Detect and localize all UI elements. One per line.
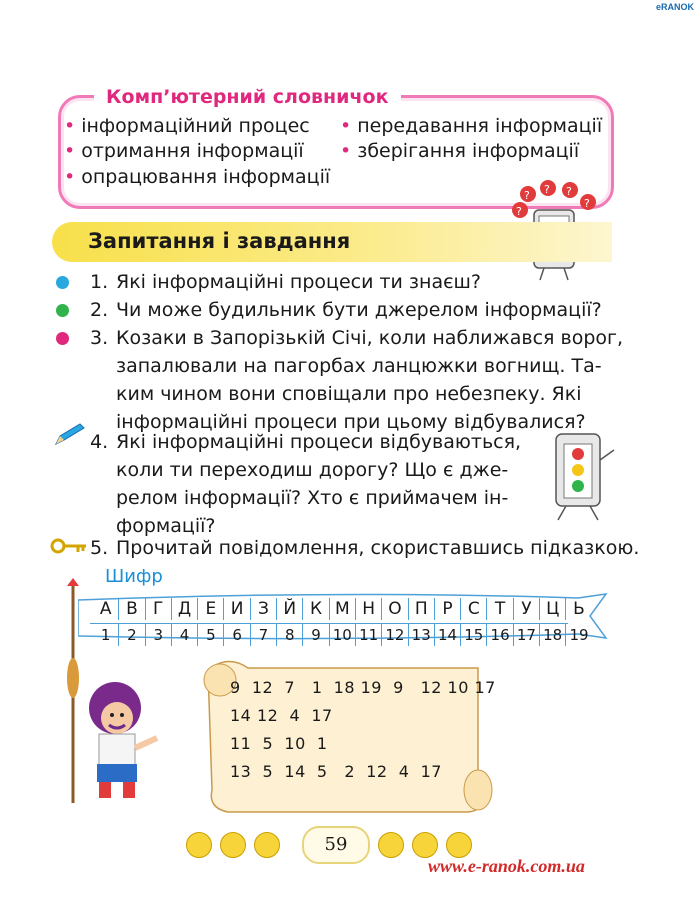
cipher-label: Шифр: [105, 566, 163, 587]
cipher-number: 16: [487, 624, 513, 646]
svg-text:?: ?: [544, 183, 550, 196]
question-text: Чи може будильник бути джерелом інформації?: [116, 299, 602, 321]
cipher-letter: С: [461, 598, 487, 620]
cipher-letter: М: [330, 598, 356, 620]
message-line: 9 12 7 1 18 19 9 12 10 17: [230, 678, 496, 697]
website-link[interactable]: www.e-ranok.com.ua: [428, 856, 585, 876]
cipher-letter: Е: [198, 598, 224, 620]
cipher-number: 18: [540, 624, 566, 646]
cipher-number: 10: [330, 624, 356, 646]
cipher-letter: О: [382, 598, 408, 620]
dictionary-item: • інформаційний процес: [64, 115, 310, 137]
smiley-icon: [220, 832, 246, 858]
cipher-number: 9: [303, 624, 329, 646]
cipher-letter: Ь: [573, 599, 585, 619]
question-text: інформаційні процеси при цьому відбувалися?: [116, 411, 586, 433]
cipher-number: 8: [277, 624, 303, 646]
cipher-letter: Ц: [540, 598, 566, 620]
dictionary-item: • зберігання інформації: [340, 140, 580, 162]
cipher-letter: В: [119, 598, 145, 620]
smiley-icon: [412, 832, 438, 858]
cipher-number: 7: [251, 624, 277, 646]
question-text: коли ти переходиш дорогу? Що є дже-: [116, 459, 509, 481]
cipher-letter: К: [303, 598, 329, 620]
blue-dot-icon: [56, 276, 69, 289]
green-dot-icon: [56, 304, 69, 317]
cipher-number: 2: [119, 624, 145, 646]
cipher-number: 19: [569, 626, 589, 644]
question-text: Прочитай повідомлення, скориставшись підказкою.: [116, 537, 640, 559]
cossack-character-illustration: [55, 578, 175, 808]
cipher-number: 1: [93, 624, 119, 646]
cipher-number: 5: [198, 624, 224, 646]
section-title: Запитання і завдання: [88, 229, 351, 253]
cipher-letter: П: [409, 598, 435, 620]
cipher-letter: Г: [146, 598, 172, 620]
cipher-letter: Т: [487, 598, 513, 620]
question-number: 4.: [90, 431, 109, 453]
question-text: ким чином вони сповіщали про небезпеку. Які: [116, 383, 582, 405]
question-text: Козаки в Запорізькій Січі, коли наближався ворог,: [116, 327, 624, 349]
smiley-icon: [378, 832, 404, 858]
question-text: запалювали на пагорбах ланцюжки вогнищ. Та-: [116, 355, 602, 377]
question-number: 5.: [90, 537, 109, 559]
svg-text:?: ?: [524, 189, 530, 202]
cipher-number: 6: [224, 624, 250, 646]
cipher-number: 13: [409, 624, 435, 646]
dictionary-item: • отримання інформації: [64, 140, 304, 162]
smiley-icon: [254, 832, 280, 858]
svg-text:?: ?: [566, 185, 572, 198]
cipher-number: 14: [435, 624, 461, 646]
message-line: 11 5 10 1: [230, 734, 328, 753]
cipher-letter: У: [514, 598, 540, 620]
cipher-letter: З: [251, 598, 277, 620]
question-text: релом інформації? Хто є приймачем ін-: [116, 487, 509, 509]
smiley-icon: [446, 832, 472, 858]
cipher-letter: Й: [277, 598, 303, 620]
message-line: 13 5 14 5 2 12 4 17: [230, 762, 442, 781]
cipher-number: 4: [172, 624, 198, 646]
pencil-icon: [52, 422, 86, 448]
svg-text:?: ?: [516, 205, 522, 218]
cipher-letter: А: [93, 598, 119, 620]
question-number: 3.: [90, 327, 109, 349]
dictionary-title: Комп’ютерний словничок: [94, 86, 401, 108]
cipher-letter: Р: [435, 598, 461, 620]
message-line: 14 12 4 17: [230, 706, 333, 725]
cipher-number: 11: [356, 624, 382, 646]
question-text: Які інформаційні процеси відбуваються,: [116, 431, 522, 453]
dictionary-item: • опрацювання інформації: [64, 166, 331, 188]
question-text: Які інформаційні процеси ти знаєш?: [116, 271, 481, 293]
pink-dot-icon: [56, 332, 69, 345]
question-text: формації?: [116, 515, 216, 537]
question-number: 1.: [90, 271, 109, 293]
cipher-letter: Н: [356, 598, 382, 620]
cipher-letter: И: [224, 598, 250, 620]
cipher-number: 15: [461, 624, 487, 646]
question-number: 2.: [90, 299, 109, 321]
cipher-number: 17: [514, 624, 540, 646]
traffic-light-character-illustration: [540, 430, 620, 526]
cipher-letter: Д: [172, 598, 198, 620]
svg-text:?: ?: [584, 197, 590, 210]
cipher-number: 3: [146, 624, 172, 646]
key-icon: [50, 536, 90, 556]
cipher-number: 12: [382, 624, 408, 646]
dictionary-item: • передавання інформації: [340, 115, 603, 137]
page-number: 59: [302, 826, 370, 864]
smiley-icon: [186, 832, 212, 858]
encoded-message: [230, 674, 496, 786]
publisher-logo: eRANOK: [655, 2, 694, 12]
